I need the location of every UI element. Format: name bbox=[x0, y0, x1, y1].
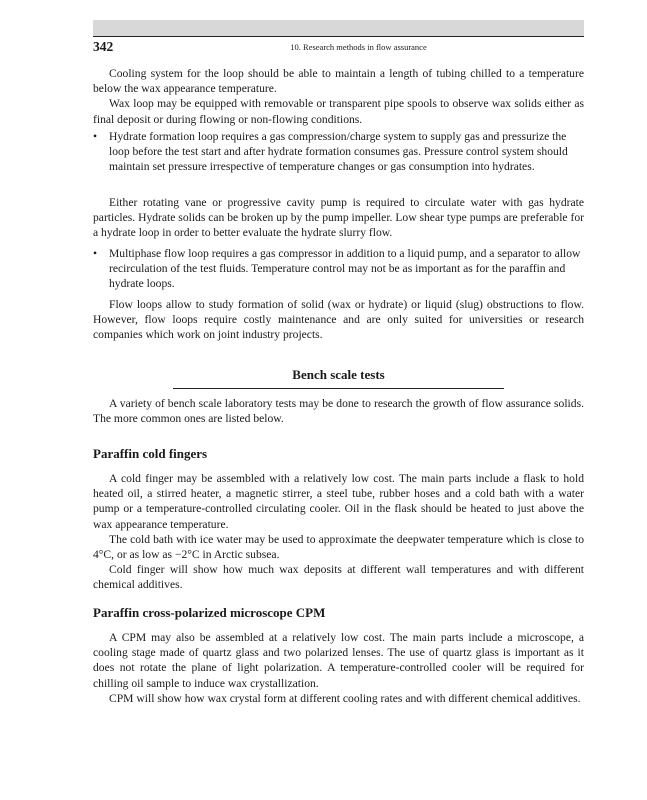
cpm-section bbox=[93, 630, 584, 706]
intro-paragraph-1: Cooling system for the loop should be able to maintain a length of tubing chilled to a temperature below the wax appearance temperature. bbox=[93, 67, 584, 96]
pump-paragraph-block bbox=[93, 195, 584, 241]
cold-fingers-paragraph-3: Cold finger will show how much wax deposits at different wall temperatures and with different chemical additives. bbox=[93, 563, 584, 592]
cold-fingers-paragraph-2: The cold bath with ice water may be used to approximate the deepwater temperature which is close to 4°C, or as low as −2°C in Arctic subsea. bbox=[93, 532, 584, 562]
bullet-hydrate-loop bbox=[93, 129, 584, 175]
intro-section bbox=[93, 66, 584, 127]
flowloops-paragraph-block bbox=[93, 297, 584, 343]
chapter-title: 10. Research methods in flow assurance bbox=[290, 42, 427, 52]
cold-fingers-paragraph-1: A cold finger may be assembled with a relatively low cost. The main parts include a flask to hold heated oil, a stirred heater, a magnetic stirrer, a steel tube, rubber hoses and a cold bath with a water pump or a temperature-controlled circulating cooler. Oil in the flask should be heated to just above the wax appearance temperature. bbox=[93, 472, 584, 531]
subheading-cpm: Paraffin cross-polarized microscope CPM bbox=[93, 605, 326, 620]
pump-paragraph: Either rotating vane or progressive cavity pump is required to circulate water with gas hydrate particles. Hydrate solids can be broken up by the pump impeller. Low shear type pumps are preferable for a hydrate loop in order to better evaluate the hydrate slurry flow. bbox=[93, 196, 584, 240]
page-number: 342 bbox=[93, 39, 114, 54]
bullet-text: Multiphase flow loop requires a gas compressor in addition to a liquid pump, and a separator to allow recirculation of the test fluids. Temperature control may not be as important as for the paraffin and hydrate loops. bbox=[109, 247, 581, 291]
header-bar bbox=[93, 20, 584, 36]
running-head bbox=[93, 36, 584, 55]
bench-paragraph-block bbox=[93, 396, 584, 426]
bullet-marker: • bbox=[93, 247, 98, 260]
cold-fingers-section bbox=[93, 471, 584, 593]
cpm-paragraph-2: CPM will show how wax crystal form at different cooling rates and with different chemical additives. bbox=[109, 691, 581, 705]
bullet-multiphase-loop bbox=[93, 246, 584, 292]
section-heading-bench-scale: Bench scale tests bbox=[173, 367, 504, 389]
intro-paragraph-2: Wax loop may be equipped with removable or transparent pipe spools to observe wax solids either as final deposit or during flowing or non-flowing conditions. bbox=[93, 97, 584, 126]
subheading-cold-fingers: Paraffin cold fingers bbox=[93, 446, 208, 461]
bench-paragraph: A variety of bench scale laboratory tests may be done to research the growth of flow assurance solids. The more common ones are listed below. bbox=[93, 397, 584, 426]
flowloops-paragraph: Flow loops allow to study formation of solid (wax or hydrate) or liquid (slug) obstructions to flow. However, flow loops require costly maintenance and are only suited for universities or research companies which work on joint industry projects. bbox=[93, 298, 584, 342]
bullet-text: Hydrate formation loop requires a gas compression/charge system to supply gas and pressurize the loop before the test start and after hydrate formation consumes gas. Pressure control system should maintain set pressure irrespective of temperature changes or gas consumption into hydrates. bbox=[109, 130, 568, 174]
cpm-paragraph-1: A CPM may also be assembled at a relatively low cost. The main parts include a microscope, a cooling stage made of quartz glass and two polarized lenses. The use of quartz glass is important as it does not rotate the plane of light polarization. A temperature-controlled cooler will be required for chilling oil sample to induce wax crystallization. bbox=[93, 631, 584, 690]
bullet-marker: • bbox=[93, 130, 98, 143]
